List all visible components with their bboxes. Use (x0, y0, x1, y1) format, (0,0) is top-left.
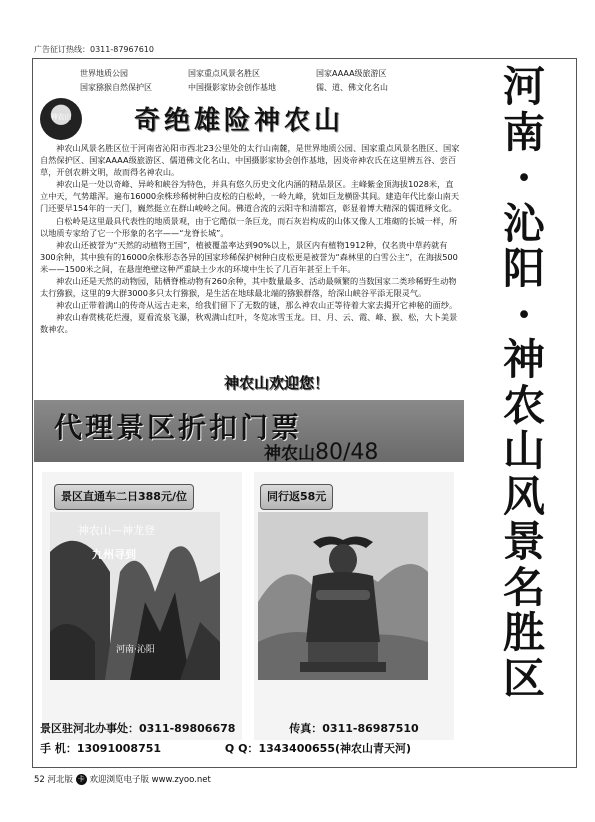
paragraph: 神农山正带着满山的传奇从远古走来，给我们留下了无数的谜，那么神农山正等待着大家去揭开它神秘的面纱。 (56, 300, 458, 311)
vertical-char: 神 (502, 335, 545, 384)
office-label: 景区驻河北办事处： (40, 722, 139, 735)
discount-title: 代理景区折扣门票 (54, 411, 303, 444)
left-column (34, 60, 464, 765)
footer-website[interactable]: 欢迎浏览电子版 www.zyoo.net (89, 775, 211, 785)
mountain-photo (50, 512, 220, 680)
page-footer (34, 773, 211, 785)
mobile-number: 13091008751 (76, 742, 162, 755)
honor-title: 国家猕猴自然保护区 (80, 83, 152, 92)
vertical-char: 河 (502, 62, 545, 111)
discount-price: 80/48 (315, 440, 379, 465)
statue-photo (258, 512, 428, 680)
fax-number: 0311-86987510 (322, 722, 419, 735)
vertical-title (486, 64, 562, 764)
discount-price-line (264, 439, 378, 465)
scenic-logo (40, 98, 82, 140)
paragraph: 神农山春赏桃花烂漫，夏看流泉飞瀑，秋观满山红叶，冬览冰雪玉龙。日、月、云、霞、峰、猴、松，大卜美景数神农。 (40, 312, 458, 335)
discount-banner (34, 400, 464, 465)
paragraph: 神农山风景名胜区位于河南省沁阳市西北23公里处的太行山南麓，是世界地质公园、国家重点风景名胜区、国家自然保护区、国家AAAA级旅游区、儒道佛文化名山、中国摄影家协会创作基地，因炎帝神农氏在这里辨五谷、尝百草，开创农耕文明，故而得名神农山。 (40, 143, 460, 178)
footer-badge-icon: 卡 (77, 775, 85, 783)
edition-label: 河北版 (47, 775, 74, 785)
qq-number: 1343400655(神农山青天河) (258, 742, 412, 755)
photo-panel-statue (254, 472, 454, 740)
paragraph: 神农山是一处以奇峰、异岭和峡谷为特色，并具有悠久历史文化内涵的精品景区。主峰紫金顶海拔1028米，直立中天，气势雄浑。遍布16000余株珍稀树种白皮松的白松岭，一岭九峰，犹如巨龙横卧其间。建造年代比泰山南天门还要早154年的一天门，巍然挺立在群山峻岭之间。佛道合流的云阳寺和清都宫，彰显着博大精深的儒道释文化。 (40, 179, 460, 214)
main-title: 奇绝雄险神农山 (134, 106, 345, 136)
contact-line-1 (40, 720, 419, 736)
paragraph: 神农山还被誉为“天然的动植物王国”，植被覆盖率达到90%以上，景区内有植物1912种，仅名贵中草药就有300余种，其中独有的16000余株形态各异的国家珍稀保护树种白皮松更是被誉为“森林里的白雪公主”，在海拔500米——1500米之间，在悬崖绝壁这种严重缺土少水的环境中生长了几百年甚至上千年。 (40, 239, 458, 274)
vertical-char: 名 (502, 562, 545, 612)
page-number: 52 (34, 775, 45, 785)
honor-title: 国家AAAA级旅游区 (316, 69, 387, 78)
paragraph: 白松岭是这里最具代表性的地质景观，由于它酷似一条巨龙，而石灰岩构成的山体又像人工堆砌的长城一样，所以地质专家给了它一个形象的名字——“龙脊长城”。 (40, 215, 458, 238)
vertical-char: · (516, 153, 532, 202)
honor-title: 世界地质公园 (80, 69, 128, 78)
vertical-char: 风 (502, 471, 545, 521)
vertical-char: 农 (502, 380, 545, 430)
vertical-char: 区 (502, 653, 545, 703)
intro-text (40, 142, 460, 336)
vertical-char: 南 (502, 107, 545, 157)
office-phone: 0311-89806678 (139, 722, 236, 735)
ad-hotline: 广告征订热线：0311-87967610 (34, 45, 154, 54)
right-column (474, 60, 574, 765)
welcome-slogan: 神农山欢迎您！ (224, 374, 330, 392)
photo-caption-bottom: 河南·沁阳 (116, 645, 155, 655)
vertical-char: 沁 (502, 198, 545, 248)
paragraph: 神农山还是天然的动物园，陆栖脊椎动物有260余种，其中数量最多、活动最频繁的当数国家二类珍稀野生动物太行猕猴，这里的9大群3000多只太行猕猴，是生活在地球最北端的猕猴群落，给深山峡谷平添无限灵气。 (40, 276, 457, 299)
logo-text: 神农山 (50, 113, 72, 121)
photo-caption-mid: 九州寻到 (92, 548, 136, 561)
contact-line-2 (40, 740, 411, 756)
discount-place: 神农山 (264, 444, 315, 464)
honor-title: 儒、道、佛文化名山 (316, 83, 388, 92)
photo-label-rebate: 同行返58元 (260, 484, 333, 510)
vertical-char: 山 (502, 426, 545, 475)
honor-titles (34, 60, 464, 96)
photo-label-tour: 景区直通车二日388元/位 (54, 484, 194, 510)
vertical-char: 景 (502, 517, 545, 566)
qq-label: Q Q： (224, 742, 259, 755)
photo-panel-scenery (42, 472, 242, 740)
fax-label: 传真： (289, 722, 323, 735)
honor-title: 国家重点风景名胜区 (188, 69, 260, 78)
mobile-label: 手 机： (40, 742, 77, 755)
honor-title: 中国摄影家协会创作基地 (188, 83, 276, 92)
photo-caption-top: 神农山—神龙登 (78, 524, 155, 537)
vertical-char: · (516, 289, 532, 339)
vertical-char: 阳 (502, 244, 545, 293)
vertical-char: 胜 (502, 608, 545, 657)
